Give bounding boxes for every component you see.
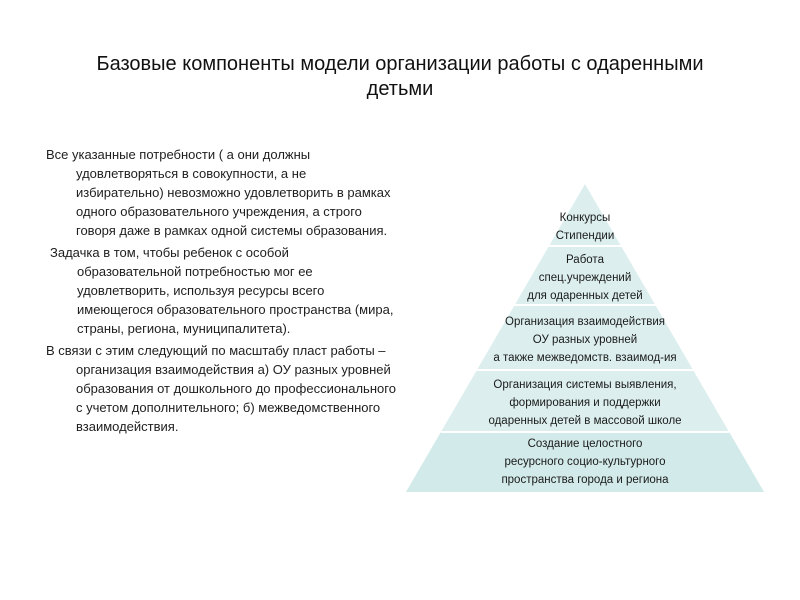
tier-line: для одаренных детей [527,290,643,302]
pyramid-tier-2 [400,251,770,305]
tier-line: ОУ разных уровней [532,334,638,346]
body-text [46,145,396,439]
slide-title-line1: Базовые компоненты модели организации работы с одаренными [96,53,704,75]
slide-title [40,52,760,102]
tier-line: а также межведомств. взаимод-ия [493,352,677,364]
tier-line: пространства города и региона [501,474,669,486]
tier-line: Организация взаимодействия [505,316,665,328]
tier-line: одаренных детей в массовой школе [488,415,682,427]
pyramid-diagram [400,180,770,505]
pyramid-tier-3 [400,313,770,367]
tier-line: Организация системы выявления, [493,379,677,391]
pyramid-tier-4 [400,376,770,430]
tier-line: ресурсного социо-культурного [504,456,666,468]
tier-line: Конкурсы [559,212,611,224]
tier-line: Работа [566,254,604,266]
tier-line: спец.учреждений [538,272,632,284]
paragraph-needs: Все указанные потребности ( а они должны удовлетворяться в совокупности, а не избирательно) невозможно удовлетворить в рамках одного образовательного учреждения, а строго говоря даже в рамках одной системы образования. [46,147,391,238]
paragraph-interaction: В связи с этим следующий по масштабу пласт работы – организация взаимодействия а) ОУ разных уровней образования от дошкольного до профессионального с учетом дополнительного; б) межведомственного взаимодействия. [46,343,396,434]
pyramid-tier-5 [400,435,770,489]
pyramid-tier-1 [400,209,770,245]
tier-line: формирования и поддержки [509,397,661,409]
slide-title-line2: детьми [366,78,434,100]
paragraph-task: Задачка в том, чтобы ребенок с особой образовательной потребностью мог ее удовлетворить, используя ресурсы всего имеющегося образовательного пространства (мира, страны, региона, муниципалитета). [50,245,394,336]
tier-line: Создание целостного [527,438,643,450]
tier-line: Стипендии [555,230,615,242]
